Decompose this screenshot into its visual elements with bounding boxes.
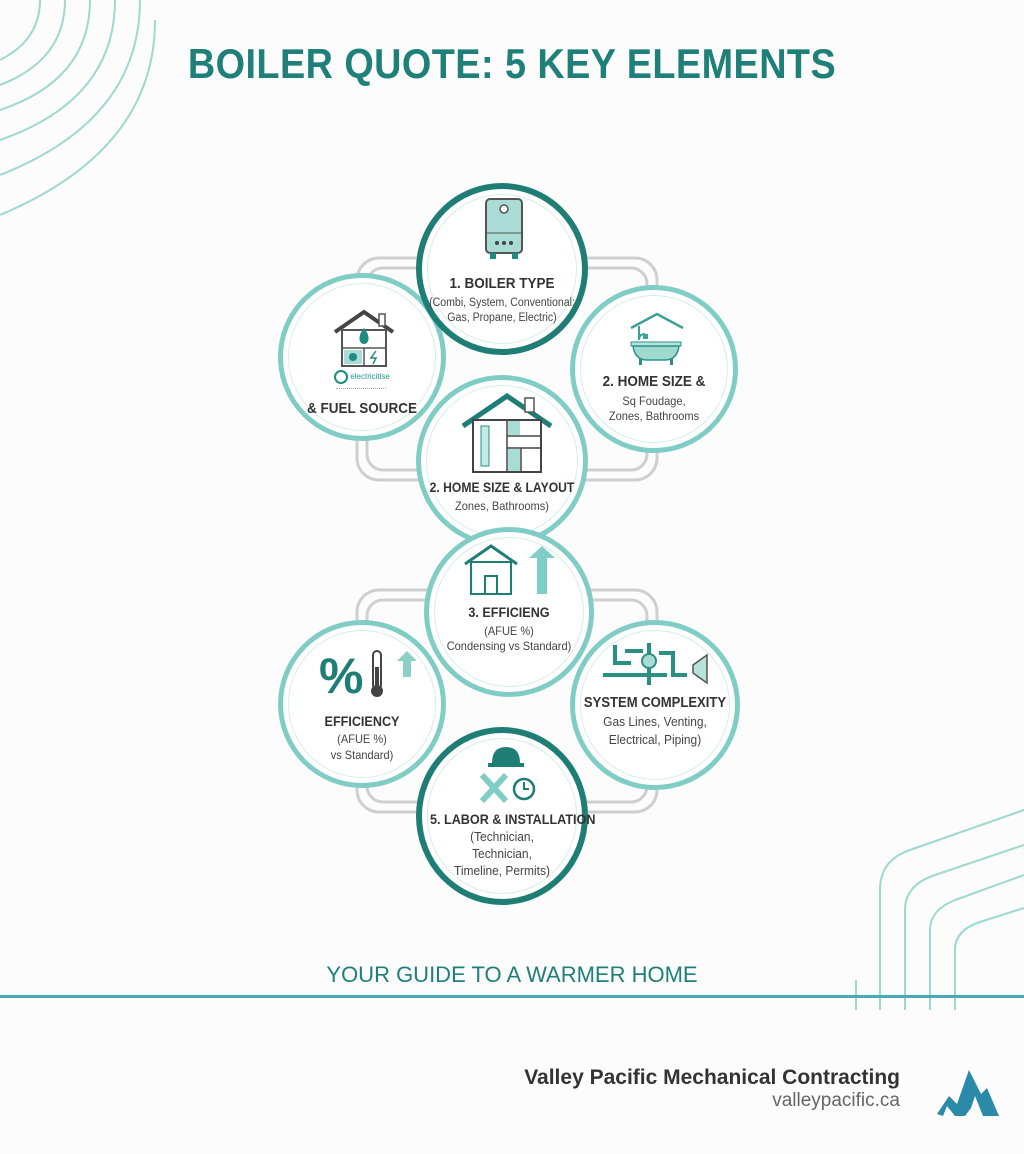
page-title: BOILER QUOTE: 5 KEY ELEMENTS [187,40,837,87]
company-website[interactable]: valleypacific.ca [772,1090,900,1111]
home-size-circle [570,285,738,453]
mountain-logo-icon [935,1066,1001,1120]
home-layout-heading: 2. HOME SIZE & LAYOUT [429,480,575,495]
system-complexity-line2: Electrical, Piping) [608,732,702,747]
boiler-type-circle [416,183,588,355]
power-icon [334,370,348,384]
efficiency-left-circle [278,620,446,788]
efficiency-left-line2: vs Standard) [330,748,394,762]
efficiency-left-heading: EFFICIENCY [324,713,400,729]
labor-heading: 5. LABOR & INSTALLATION [430,811,596,827]
home-size-heading: 2. HOME SIZE & [602,373,706,390]
fuel-caption [283,370,441,384]
home-layout-circle [416,375,588,547]
labor-line1: (Technician, [470,829,534,844]
footer-divider [0,995,1024,998]
fuel-source-heading: & FUEL SOURCE [306,400,417,417]
efficiency-center-line2: Condensing vs Standard) [446,639,572,653]
home-size-line1: Sq Foudage, [622,394,686,408]
labor-circle [416,727,596,905]
fuel-caption-text: electricitise [350,372,390,382]
tagline: YOUR GUIDE TO A WARMER HOME [326,962,698,987]
house-floorplan-icon [461,392,553,474]
bathtub-icon [627,310,687,368]
tools-hardhat-clock-icon [474,741,544,807]
system-complexity-circle [570,620,740,790]
efficiency-left-line1: (AFUE %) [337,732,387,746]
thermometer-arrow-icon [369,649,417,699]
system-complexity-heading: SYSTEM COMPLEXITY [583,695,727,711]
efficiency-center-heading: 3. EFFICIENG [468,604,550,620]
dotted-divider [336,388,386,389]
piping-icon [597,639,717,689]
boiler-type-line2: Gas, Propane, Electric) [447,312,557,324]
boiler-type-line1: (Combi, System, Conventional: [429,297,575,309]
efficiency-center-circle [424,527,594,697]
house-fuel-icon [331,308,397,368]
percent-icon: % [319,648,364,704]
home-size-line2: Zones, Bathrooms [608,409,700,423]
labor-line2: Technician, [472,846,532,861]
home-layout-line1: Zones, Bathrooms) [455,499,549,513]
boiler-icon [484,197,524,263]
house-arrow-icon [463,544,559,596]
labor-line3: Timeline, Permits) [454,863,550,878]
system-complexity-line1: Gas Lines, Venting, [603,714,707,729]
company-name: Valley Pacific Mechanical Contracting [524,1066,900,1089]
efficiency-center-line1: (AFUE %) [484,624,534,638]
boiler-type-heading: 1. BOILER TYPE [449,275,555,292]
